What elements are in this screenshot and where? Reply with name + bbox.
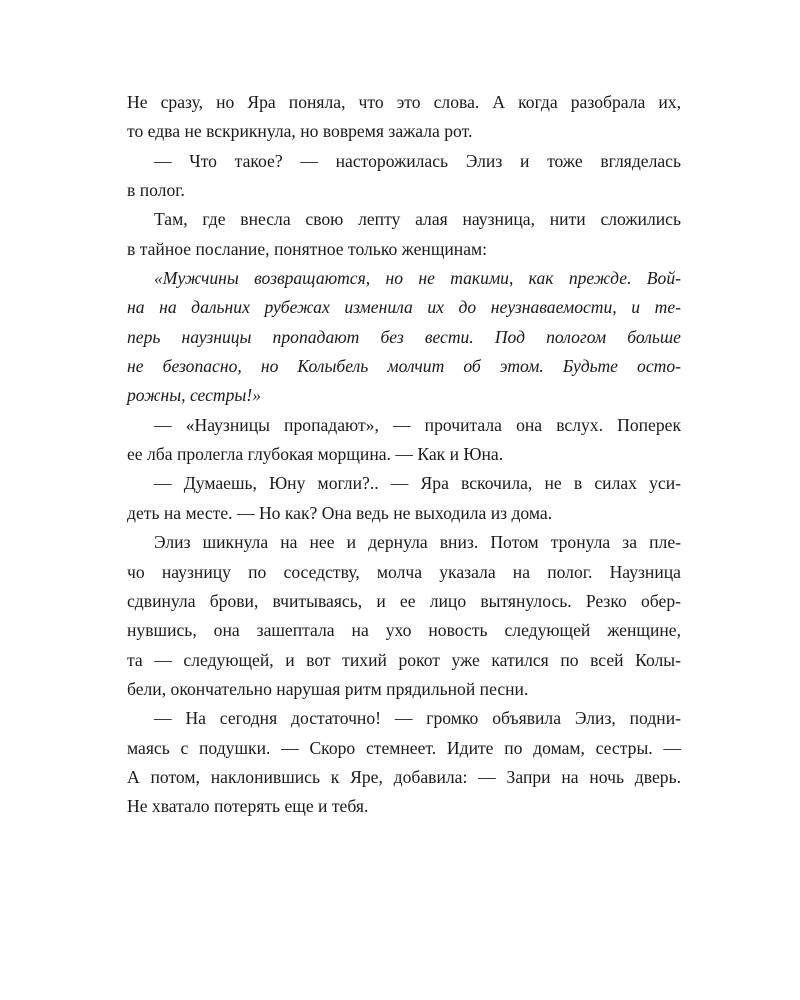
text-line: — На сегодня достаточно! — громко объявила Элиз, подни-	[154, 708, 681, 729]
text-line: — Что такое? — насторожилась Элиз и тоже вгляделась	[154, 150, 681, 171]
text-line: сдвинула брови, вчитываясь, и ее лицо вытянулось. Резко обер-	[127, 590, 681, 611]
text-line: деть на месте. — Но как? Она ведь не выходила из дома.	[127, 502, 553, 523]
page-text	[127, 88, 681, 822]
text-line: — «Наузницы пропадают», — прочитала она вслух. Поперек	[154, 414, 681, 435]
text-line: Там, где внесла свою лепту алая наузница, нити сложились	[154, 209, 681, 230]
quoted-message-line: не безопасно, но Колыбель молчит об этом. Будьте осто-	[127, 356, 681, 377]
text-line: в тайное послание, понятное только женщинам:	[127, 238, 488, 259]
text-line: маясь с подушки. — Скоро стемнеет. Идите по домам, сестры. —	[127, 737, 681, 758]
text-line: — Думаешь, Юну могли?.. — Яра вскочила, не в силах уси-	[154, 473, 681, 494]
text-line: в полог.	[127, 180, 185, 201]
text-line: та — следующей, и вот тихий рокот уже катился по всей Колы-	[127, 649, 681, 670]
text-line: ее лба пролегла глубокая морщина. — Как и Юна.	[127, 444, 504, 465]
text-line: бели, окончательно нарушая ритм прядильной песни.	[127, 678, 529, 699]
text-line: то едва не вскрикнула, но вовремя зажала рот.	[127, 121, 473, 142]
text-line: Не хватало потерять еще и тебя.	[127, 796, 369, 817]
text-line: А потом, наклонившись к Яре, добавила: — Запри на ночь дверь.	[127, 766, 681, 787]
quoted-message-line: рожны, сестры!»	[127, 385, 261, 406]
text-line: Элиз шикнула на нее и дернула вниз. Потом тронула за пле-	[154, 532, 681, 553]
quoted-message-line: «Мужчины возвращаются, но не такими, как прежде. Вой-	[154, 268, 681, 289]
quoted-message-line: перь наузницы пропадают без вести. Под пологом больше	[127, 326, 681, 347]
text-line: нувшись, она зашептала на ухо новость следующей женщине,	[127, 620, 681, 641]
text-line: Не сразу, но Яра поняла, что это слова. А когда разобрала их,	[127, 92, 681, 112]
quoted-message-line: на на дальних рубежах изменила их до неузнаваемости, и те-	[127, 297, 681, 318]
text-line: чо наузницу по соседству, молча указала на полог. Наузница	[127, 561, 681, 582]
